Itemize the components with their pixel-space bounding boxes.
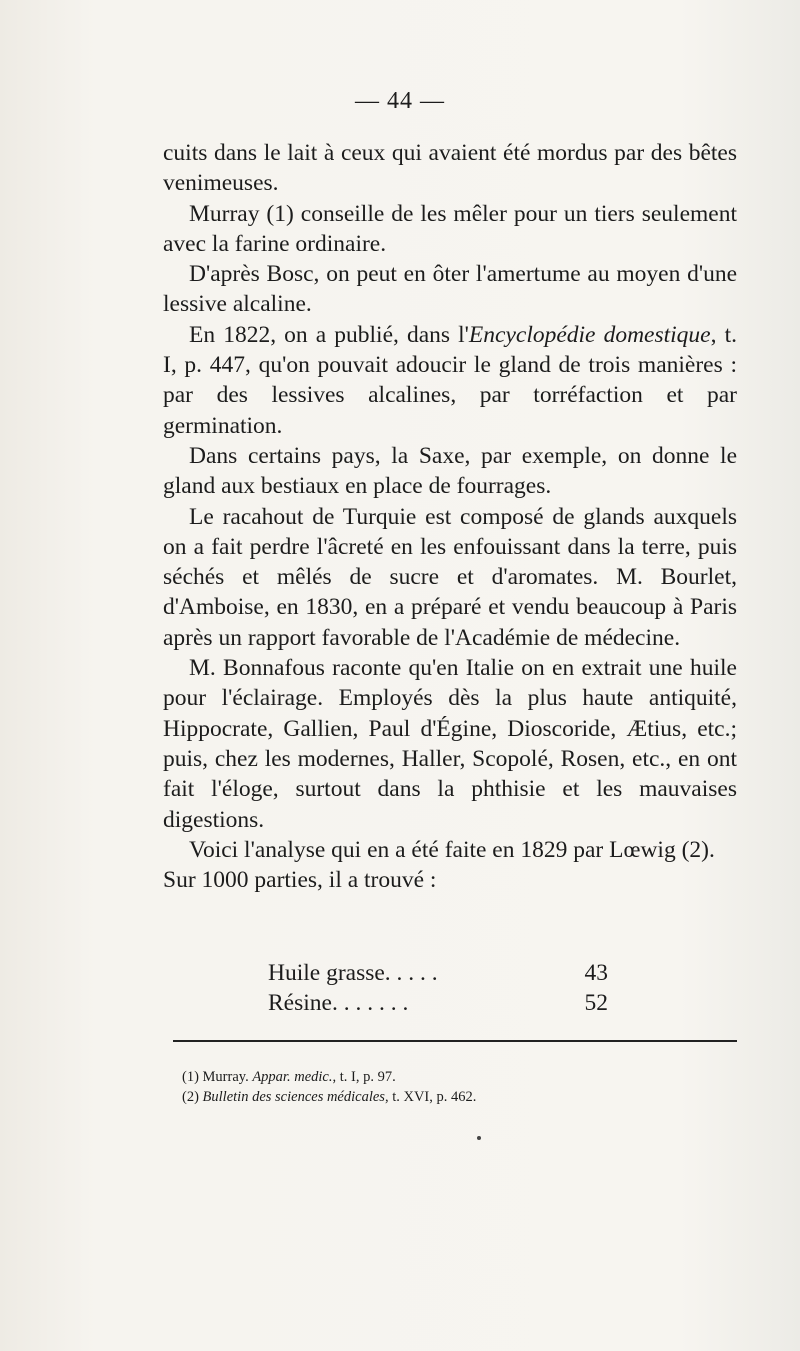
footnote-text: (1) Murray.: [182, 1069, 253, 1085]
footnote-text: , t. XVI, p. 462.: [384, 1088, 477, 1105]
footnote-title: Bulletin des sciences médicales: [202, 1088, 385, 1105]
text-run: En 1822, on a publié, dans l': [189, 321, 469, 348]
analysis-label: Résine. . . . . . .: [268, 990, 409, 1016]
text-run: , t. I, p. 447, qu'on pouvait adoucir le gland de trois manières : par des lessives alcalines, par torréfaction et par germination.: [163, 321, 737, 439]
paragraph: cuits dans le lait à ceux qui avaient été mordus par des bêtes venimeuses.: [163, 140, 737, 197]
footnote-title: Appar. medic.: [252, 1069, 333, 1085]
paragraph: Murray (1) conseille de les mêler pour un tiers seulement avec la farine ordinaire.: [163, 200, 737, 257]
italic-title: Encyclopédie domestique: [468, 321, 711, 348]
page-number: — 44 —: [355, 88, 445, 114]
ink-speck: [477, 1136, 481, 1140]
paragraph: D'après Bosc, on peut en ôter l'amertume au moyen d'une lessive alcaline.: [163, 261, 737, 318]
footnotes: [182, 1068, 742, 1107]
paragraph: [163, 320, 737, 441]
paragraph: M. Bonnafous raconte qu'en Italie on en extrait une huile pour l'éclairage. Employés dès la plus haute antiquité, Hippocrate, Gallien, Paul d'Égine, Dioscoride, Ætius, etc.; puis, chez les modernes, Haller, Scopolé, Rosen, etc., en ont fait l'éloge, surtout dans la phthisie et les mauvaises digestions.: [163, 655, 737, 833]
analysis-label: Huile grasse. . . . .: [268, 960, 438, 986]
paragraph: Sur 1000 parties, il a trouvé :: [163, 867, 437, 894]
footnote-rule: [173, 1040, 737, 1042]
analysis-row: [268, 958, 608, 988]
analysis-value: 52: [584, 990, 608, 1016]
paragraph: Dans certains pays, la Saxe, par exemple, on donne le gland aux bestiaux en place de fourrages.: [163, 442, 737, 500]
footnote-text: , t. I, p. 97.: [332, 1069, 396, 1085]
analysis-row: [268, 988, 608, 1018]
footnote: [182, 1068, 742, 1088]
analysis-value: 43: [584, 960, 608, 986]
paragraph: Voici l'analyse qui en a été faite en 1829 par Lœwig (2).: [189, 836, 715, 863]
body-text: [163, 138, 737, 895]
footnote: [182, 1088, 742, 1108]
paragraph: Le racahout de Turquie est composé de glands auxquels on a fait perdre l'âcreté en les enfouissant dans la terre, puis séchés et mêlés de sucre et d'aromates. M. Bourlet, d'Amboise, en 1830, en a préparé et vendu beaucoup à Paris après un rapport favorable de l'Académie de médecine.: [163, 503, 737, 651]
analysis-table: [268, 958, 608, 1018]
footnote-text: (2): [182, 1088, 203, 1105]
